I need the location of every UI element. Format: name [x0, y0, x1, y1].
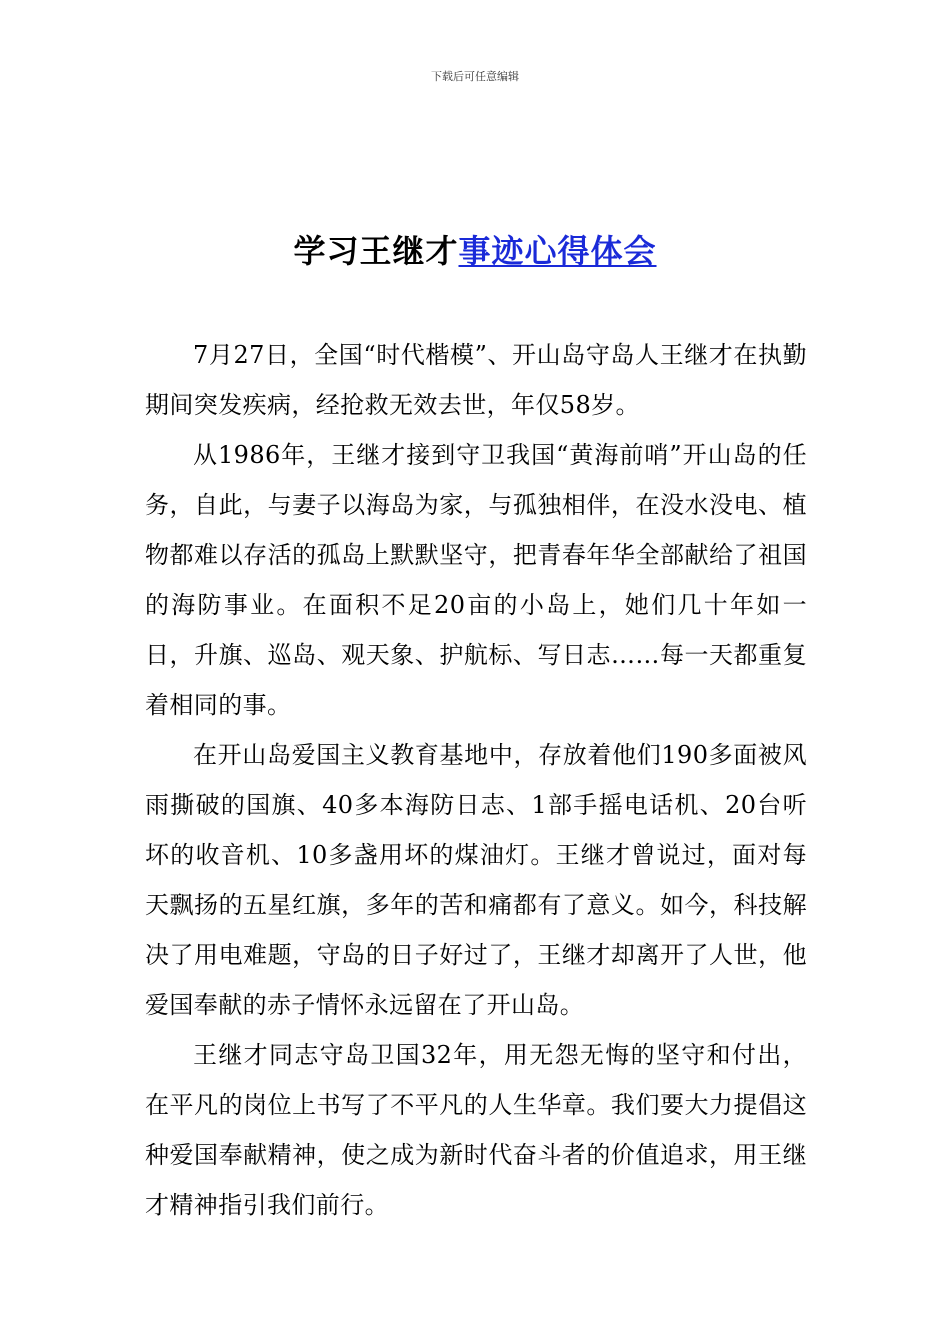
- paragraph-4: 王继才同志守岛卫国32年，用无怨无悔的坚守和付出，在平凡的岗位上书写了不平凡的人生华章。我们要大力提倡这种爱国奉献精神，使之成为新时代奋斗者的价值追求，用王继才精神指引我们前行。: [145, 1041, 807, 1219]
- header-note: 下载后可任意编辑: [431, 70, 519, 83]
- paragraph-2: 从1986年，王继才接到守卫我国“黄海前哨”开山岛的任务，自此，与妻子以海岛为家，与孤独相伴，在没水没电、植物都难以存活的孤岛上默默坚守，把青春年华全部献给了祖国的海防事业。在面积不足20亩的小岛上，她们几十年如一日，升旗、巡岛、观天象、护航标、写日志……每一天都重复着相同的事。: [145, 441, 807, 719]
- document-body: [145, 330, 807, 1230]
- paragraph-1: 7月27日，全国“时代楷模”、开山岛守岛人王继才在执勤期间突发疾病，经抢救无效去世，年仅58岁。: [145, 341, 807, 419]
- paragraph-3: 在开山岛爱国主义教育基地中，存放着他们190多面被风雨撕破的国旗、40多本海防日志、1部手摇电话机、20台听坏的收音机、10多盏用坏的煤油灯。王继才曾说过，面对每天飘扬的五星红旗，多年的苦和痛都有了意义。如今，科技解决了用电难题，守岛的日子好过了，王继才却离开了人世，他爱国奉献的赤子情怀永远留在了开山岛。: [145, 741, 807, 1019]
- title-link[interactable]: 事迹心得体会: [458, 232, 657, 270]
- document-title: [0, 226, 950, 272]
- title-text: 学习王继才: [293, 232, 459, 270]
